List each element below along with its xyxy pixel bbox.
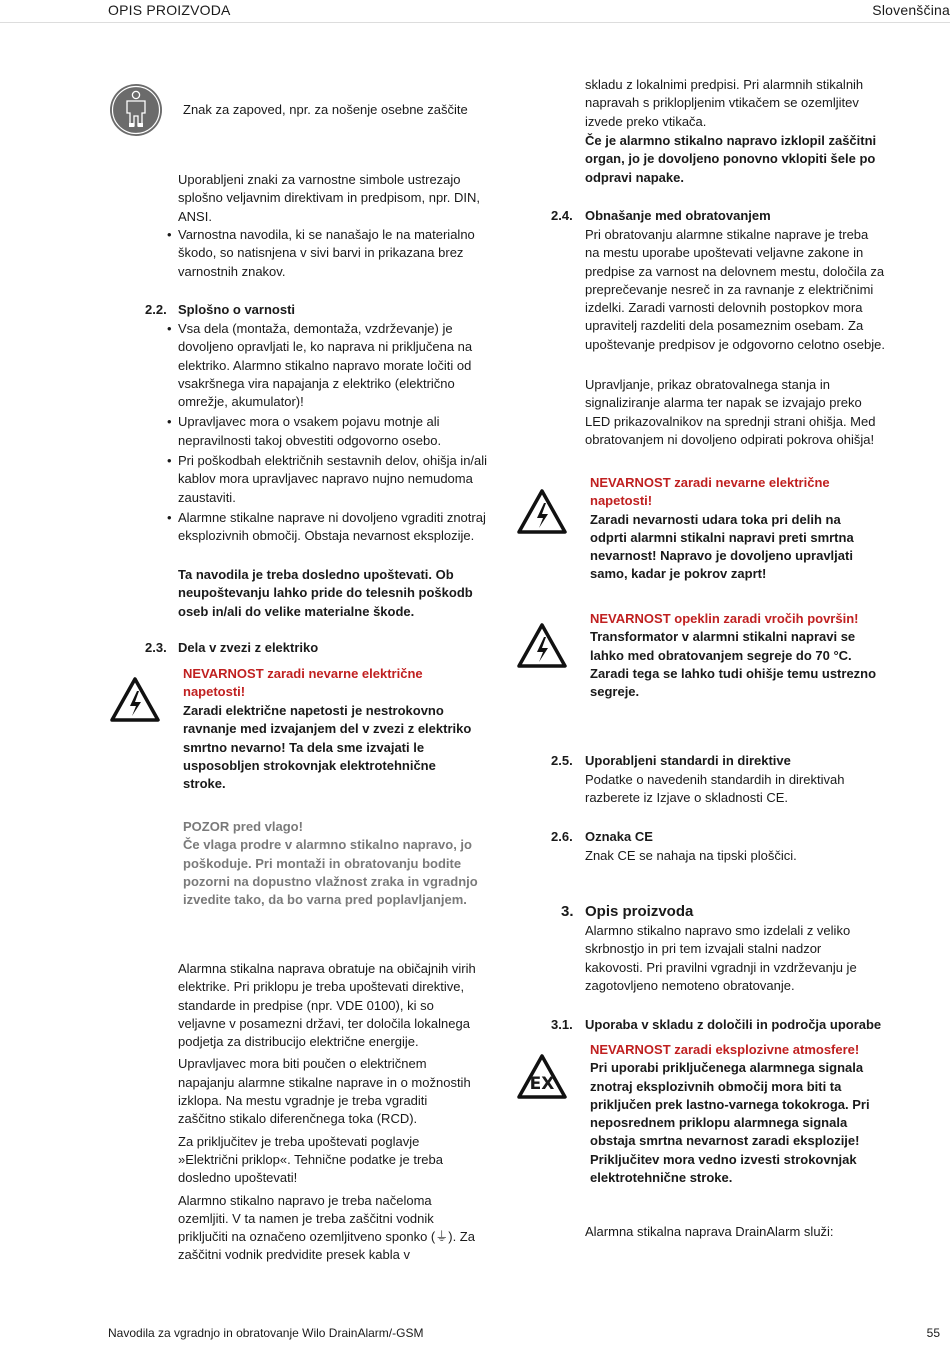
high-voltage-warning-icon: [109, 676, 161, 724]
section-title-3: Opis proizvoda: [585, 903, 694, 920]
explosive-atmosphere-warning-icon: [516, 1053, 568, 1101]
danger-voltage-text: Zaradi električne napetosti je nestrokovno ravnanje med izvajanjem del v zvezi z elektriko smrtno nevarno! Ta dela sme izvajati le usposobljen strokovnjak elektrotehnične stroke.: [183, 703, 472, 792]
section-number-2-6: 2.6.: [551, 829, 573, 844]
caution-moisture-block: [183, 818, 478, 909]
section-title-2-6: Oznaka CE: [585, 829, 653, 844]
ex-label: EX: [529, 1074, 555, 1094]
electrical-paragraphs: [178, 960, 478, 1269]
mandatory-protective-gear-icon: [109, 83, 163, 137]
list-item: • Upravljavec mora o vsakem pojavu motnje ali nepravilnosti takoj obvestiti odgovorno osebo.: [166, 413, 488, 450]
header-divider: [0, 22, 950, 23]
operation-paragraph-1: Pri obratovanju alarmne stikalne naprave je treba na mestu uporabe upoštevati veljavne zakone in predpise za varnost na delovnem mestu, določila za preprečevanje nesreč in za ravnanje z električnimi izdelki. Zaradi varnosti delovnih postopkov mora upravitelj razdeliti dela posameznim osebam. Za upoštevanje predpisov je odgovorno celotno osebje.: [585, 227, 885, 352]
list-item: • Pri poškodbah električnih sestavnih delov, ohišja in/ali kablov mora upravljavec napravo nujno nemudoma zaustaviti.: [166, 452, 488, 507]
section-number-3: 3.: [561, 903, 574, 920]
danger-open-device-block: [590, 474, 880, 584]
grounding-continued-text: skladu z lokalnimi predpisi. Pri alarmnih stikalnih napravah s priklopljenim vtikačem se ozemljitev izvede preko vtikača.: [585, 77, 864, 129]
list-item: • Alarmne stikalne naprave ni dovoljeno vgraditi znotraj eksplozivnih območij. Obstaja nevarnost eksplozije.: [166, 509, 488, 546]
standards-reference-text: Podatke o navedenih standardih in direktivah razberete iz Izjave o skladnosti CE.: [585, 772, 845, 806]
paragraph: Upravljavec mora biti poučen o električnem napajanju alarmne stikalne naprave in o možnostih izklopa. Na mestu vgradnje je treba vgraditi zaščitno stikalo diferenčnega toka (RCD).: [178, 1056, 471, 1127]
section-title-3-1: Uporaba v skladu z določili in področja uporabe: [585, 1017, 882, 1032]
footer-page-number: 55: [926, 1326, 940, 1340]
mandatory-sign-caption: Znak za zapoved, npr. za nošenje osebne zaščite: [183, 102, 468, 117]
danger-open-device-title: NEVARNOST zaradi nevarne električne napetosti!: [590, 475, 830, 509]
section-number-2-2: 2.2.: [145, 302, 167, 317]
section-title-2-2: Splošno o varnosti: [178, 302, 296, 317]
section-title-2-5: Uporabljeni standardi in direktive: [585, 753, 791, 768]
caution-title: pred vlago!: [229, 819, 303, 834]
paragraph: Za priključitev je treba upoštevati poglavje »Električni priklop«. Tehnične podatke je treba dosledno upoštevati!: [178, 1133, 443, 1186]
list-item: • Vsa dela (montaža, demontaža, vzdrževanje) je dovoljeno opravljati le, ko naprava ni priključena na elektriko. Alarmno stikalno napravo morate ločiti od vsakršnega vira napajanja z elektriko (električno omrežje, akumulator)!: [166, 320, 488, 411]
ce-mark-text: Znak CE se nahaja na tipski ploščici.: [585, 848, 797, 863]
footer-manual-title: Navodila za vgradnjo in obratovanje Wilo DrainAlarm/-GSM: [108, 1326, 424, 1340]
danger-open-device-text: Zaradi nevarnosti udara toka pri delih na odprti alarmni stikalni napravi preti smrtna nevarnost! Napravo je dovoljeno upravljati samo, kadar je pokrov zaprt!: [590, 511, 854, 582]
danger-explosion-block: [590, 1041, 885, 1187]
section-number-2-3: 2.3.: [145, 640, 167, 655]
danger-explosion-text: Pri uporabi priključenega alarmnega signala znotraj eksplozivnih območij mora biti ta priključen prek lastno-varnega tokokroga. Pri neposrednem priklopu alarmnega signala obstaja smrtna nevarnost zaradi eksplozije! Priključitev mora vedno izvesti strokovnjak elektrotehnične stroke.: [590, 1060, 870, 1186]
danger-hot-surface-title: NEVARNOST opeklin zaradi vročih površin!: [590, 611, 859, 626]
list-item: • Varnostna navodila, ki se nanašajo le na materialno škodo, so natisnjena v sivi barvi in prikazana brez varnostnih znakov.: [166, 226, 488, 281]
safety-bold-note: Ta navodila je treba dosledno upoštevati. Ob neupoštevanju lahko pride do telesnih poškodb oseb in/ali do velike materialne škode.: [178, 567, 473, 619]
danger-hot-surface-text: Transformator v alarmni stikalni napravi se lahko med obratovanjem segreje do 70 °C. Zaradi tega se lahko tudi ohišje temu ustrezno segreje.: [590, 629, 877, 700]
protective-device-note: Če je alarmno stikalno napravo izklopil zaščitni organ, jo je dovoljeno ponovno vklopiti šele po odpravi napake.: [585, 133, 877, 185]
usage-intro-text: Alarmna stikalna naprava DrainAlarm služi:: [585, 1224, 834, 1239]
caution-text: Pri montaži in obratovanju bodite pozorni na dopustno vlažnost zraka in vgradnjo izvedite tako, da bo varna pred poplavljanjem.: [183, 855, 478, 908]
safety-bullets: [166, 320, 488, 548]
section-number-2-5: 2.5.: [551, 753, 573, 768]
paragraph: Alarmna stikalna naprava obratuje na običajnih virih elektrike. Pri priklopu je treba upoštevati direktive, standarde in predpise (npr. VDE 0100), ki so veljavne v posamezni državi, ter določila lokalnega podjetja za distribucijo električne energije.: [178, 961, 476, 1050]
header-section-title: OPIS PROIZVODA: [108, 2, 231, 18]
gray-note-list: [166, 226, 488, 283]
section-number-3-1: 3.1.: [551, 1017, 573, 1032]
danger-hot-surface-block: [590, 610, 885, 701]
section-title-2-4: Obnašanje med obratovanjem: [585, 208, 771, 223]
danger-voltage-title: [183, 665, 473, 702]
danger-explosion-title: NEVARNOST zaradi eksplozivne atmosfere!: [590, 1042, 860, 1057]
hot-surface-warning-icon: [516, 622, 568, 670]
section-number-2-4: 2.4.: [551, 208, 573, 223]
header-language: Slovenščina: [872, 2, 950, 18]
section-title-2-3: Dela v zvezi z elektriko: [178, 640, 319, 655]
caution-label: POZOR: [183, 819, 230, 834]
danger-voltage-title-text: NEVARNOST zaradi nevarne električne napetosti!: [183, 666, 423, 700]
product-description-text: Alarmno stikalno napravo smo izdelali z veliko skrbnostjo in pri tem izvajali stalni nadzor kakovosti. Pri pravilni vgradnji in vzdrževanju je zagotovljeno nemoteno obratovanje.: [585, 923, 857, 993]
paragraph: Alarmno stikalno napravo je treba načeloma ozemljiti. V ta namen je treba zaščitni vodnik priključiti na označeno ozemljitveno sponko (⏚). Za zaščitni vodnik predvidite presek kabla v: [178, 1192, 475, 1263]
high-voltage-warning-icon: [516, 488, 568, 536]
caution-bold-text: Če vlaga prodre v alarmno stikalno napravo, jo poškoduje.: [183, 837, 472, 871]
operation-paragraph-2: Upravljanje, prikaz obratovalnega stanja in signaliziranje alarma ter napak se izvajajo preko LED prikazovalnikov na sprednji strani ohišja. Med obratovanjem ni dovoljeno odpirati pokrova ohišja!: [585, 377, 876, 447]
standards-text: Uporabljeni znaki za varnostne simbole ustrezajo splošno veljavnim direktivam in predpisom, npr. DIN, ANSI.: [178, 172, 481, 224]
